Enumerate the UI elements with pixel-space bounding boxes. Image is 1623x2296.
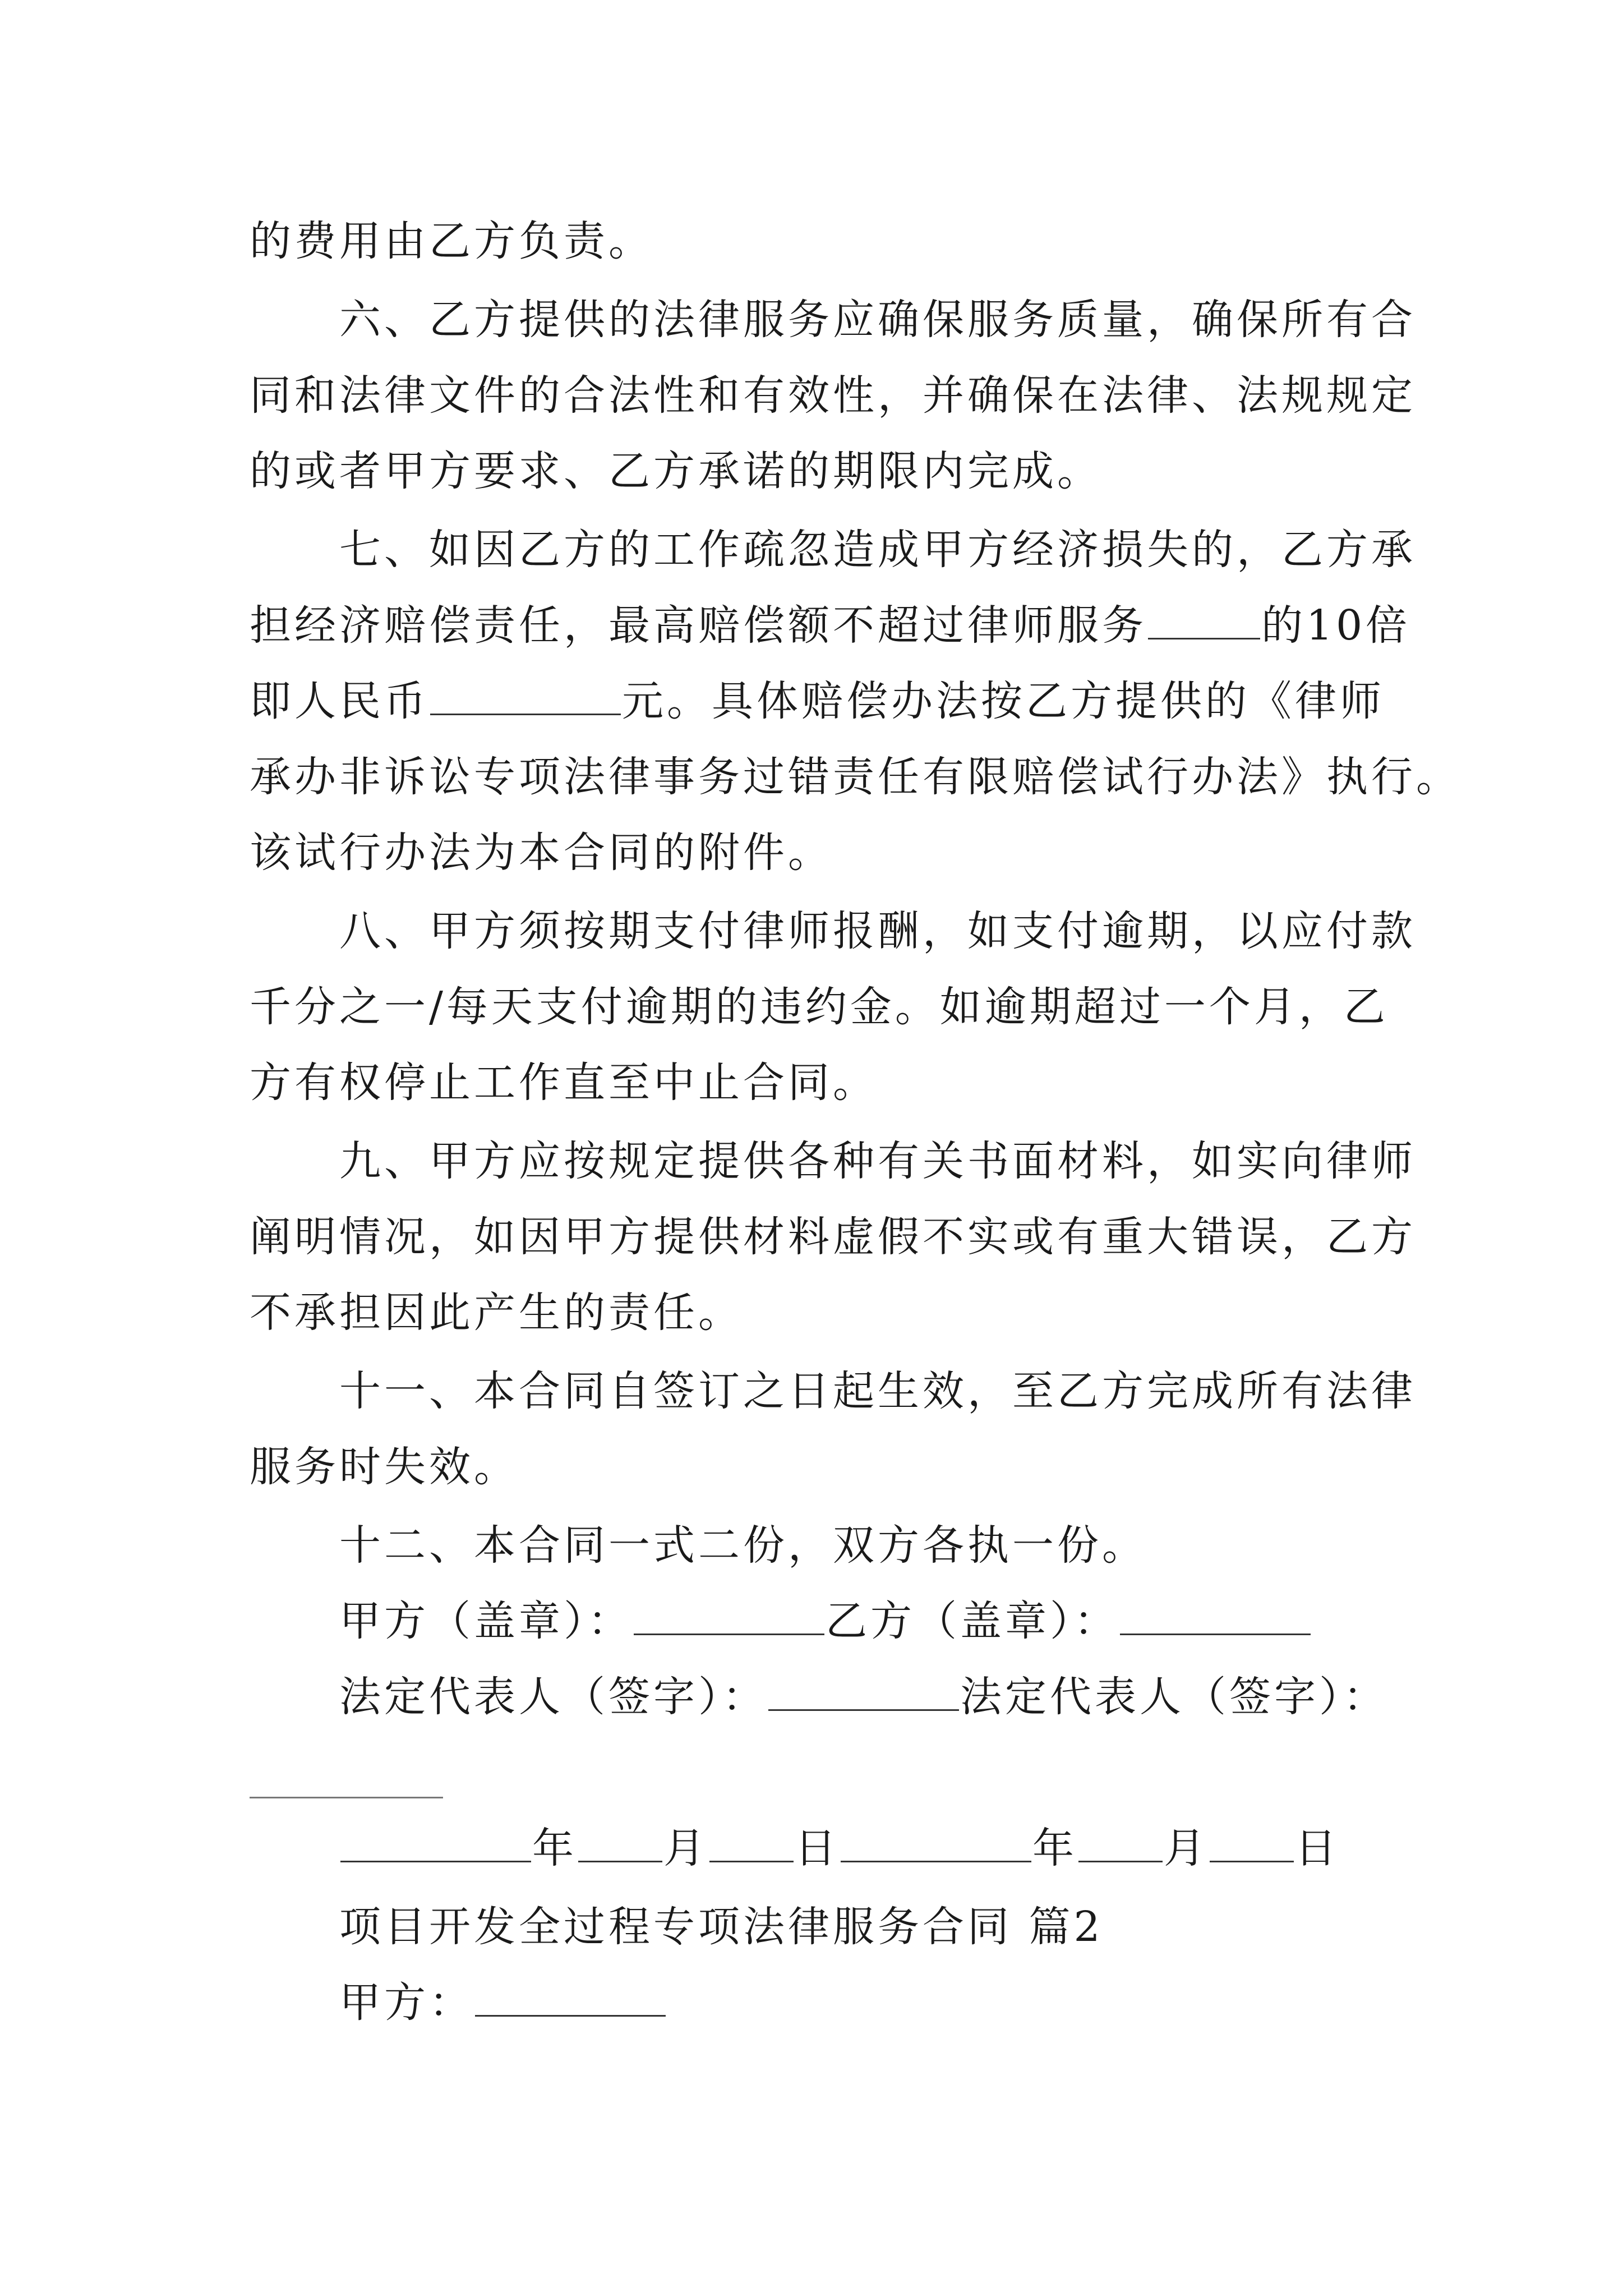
fill-blank xyxy=(1210,1824,1294,1862)
fill-blank xyxy=(1120,1596,1311,1635)
paragraph-line: 十一、本合同自签订之日起生效，至乙方完成所有法律 xyxy=(339,1367,1416,1415)
party-b-seal-label: 乙方（盖章）： xyxy=(826,1597,1119,1645)
clause-text: 元。具体赔偿办法按乙方提供的《律师 xyxy=(622,677,1385,725)
party-a-seal-label: 甲方（盖章）： xyxy=(339,1597,633,1645)
clause-text: 的10倍 xyxy=(1261,601,1411,650)
signature-blank-wrap xyxy=(250,1797,443,1798)
fill-blank xyxy=(340,1824,531,1862)
party-a-label: 甲方： xyxy=(339,1978,474,2027)
day-label: 日 xyxy=(795,1824,840,1872)
paragraph-line xyxy=(250,597,1410,654)
year-label: 年 xyxy=(1032,1824,1077,1872)
paragraph-line: 该试行办法为本合同的附件。 xyxy=(250,829,833,877)
month-label: 月 xyxy=(1164,1824,1209,1872)
rep-b-label: 法定代表人（签字）： xyxy=(960,1673,1388,1721)
paragraph-line: 的费用由乙方负责。 xyxy=(250,217,653,265)
paragraph-line xyxy=(250,673,1385,729)
paragraph-line: 方有权停止工作直至中止合同。 xyxy=(250,1059,878,1107)
party-a-line xyxy=(339,1975,667,2031)
fill-blank xyxy=(709,1824,794,1862)
seal-line xyxy=(339,1593,1312,1649)
paragraph-line: 的或者甲方要求、乙方承诺的期限内完成。 xyxy=(250,447,1102,495)
fill-blank xyxy=(634,1596,824,1635)
section-title: 项目开发全过程专项法律服务合同 篇2 xyxy=(339,1903,1104,1951)
fill-blank xyxy=(1078,1824,1163,1862)
year-label: 年 xyxy=(532,1824,577,1872)
paragraph-line: 承办非诉讼专项法律事务过错责任有限赔偿试行办法》执行。 xyxy=(250,753,1461,801)
date-line xyxy=(339,1820,1340,1876)
rep-a-label: 法定代表人（签字）： xyxy=(339,1673,767,1721)
clause-text: 即人民币 xyxy=(250,677,429,725)
representative-line xyxy=(339,1669,1388,1725)
day-label: 日 xyxy=(1295,1824,1340,1872)
paragraph-line: 同和法律文件的合法性和有效性，并确保在法律、法规规定 xyxy=(250,371,1416,420)
fill-blank xyxy=(475,1978,666,2017)
paragraph-line: 阐明情况，如因甲方提供材料虚假不实或有重大错误，乙方 xyxy=(250,1213,1416,1261)
fill-blank xyxy=(841,1824,1031,1862)
clause-text: 担经济赔偿责任，最高赔偿额不超过律师服务 xyxy=(250,601,1147,650)
paragraph-line: 十二、本合同一式二份，双方各执一份。 xyxy=(339,1521,1147,1570)
paragraph-line: 八、甲方须按期支付律师报酬，如支付逾期，以应付款 xyxy=(339,907,1416,955)
paragraph-line: 九、甲方应按规定提供各种有关书面材料，如实向律师 xyxy=(339,1137,1416,1185)
month-label: 月 xyxy=(663,1824,708,1872)
fill-blank xyxy=(578,1824,662,1862)
paragraph-line: 不承担因此产生的责任。 xyxy=(250,1289,743,1337)
fill-blank xyxy=(1148,601,1260,639)
paragraph-line: 服务时失效。 xyxy=(250,1443,519,1491)
fill-blank xyxy=(430,677,621,715)
paragraph-line: 千分之一/每天支付逾期的违约金。如逾期超过一个月，乙 xyxy=(250,983,1389,1031)
paragraph-line: 七、如因乙方的工作疏忽造成甲方经济损失的，乙方承 xyxy=(339,526,1416,574)
paragraph-line: 六、乙方提供的法律服务应确保服务质量，确保所有合 xyxy=(339,296,1416,344)
fill-blank xyxy=(768,1672,959,1711)
